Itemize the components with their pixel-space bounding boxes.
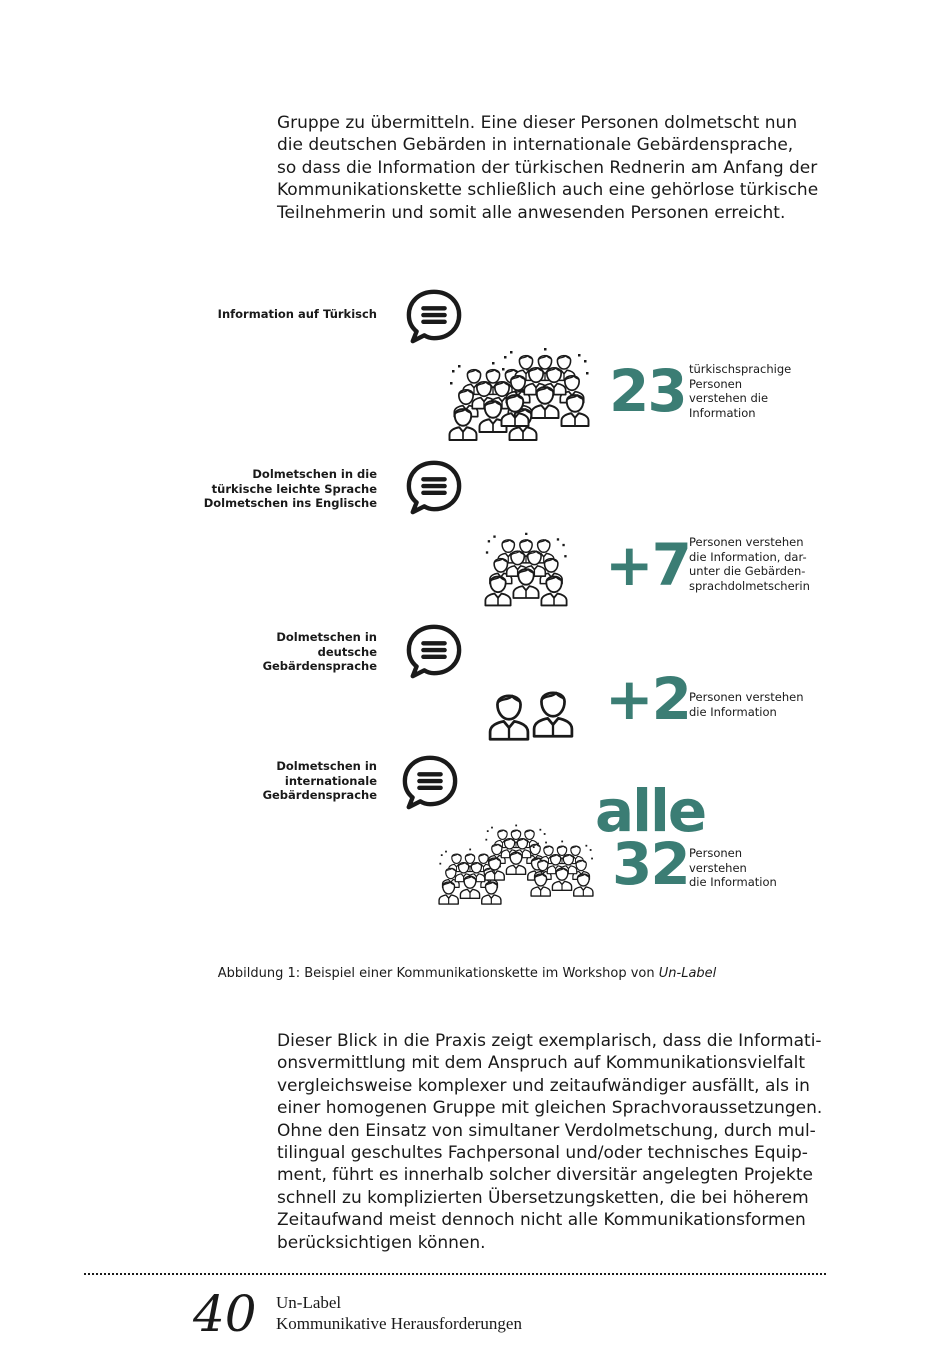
count-plus-2: +2 bbox=[605, 665, 690, 733]
people-group-icon bbox=[484, 530, 568, 610]
person-icon bbox=[488, 686, 530, 742]
text-line: ment, führt es innerhalb solcher diversitär angelegten Projekte bbox=[277, 1165, 813, 1186]
step-label-line: Dolmetschen in bbox=[276, 630, 377, 644]
desc-line: unter die Gebärden- bbox=[689, 564, 806, 579]
step-1-label bbox=[137, 307, 377, 322]
speech-bubble-icon bbox=[401, 753, 459, 811]
step-3-description bbox=[689, 690, 804, 719]
text-line: die deutschen Gebärden in internationale Gebärdensprache, bbox=[277, 135, 794, 156]
text-line: so dass die Information der türkischen Rednerin am Anfang der bbox=[277, 157, 818, 178]
step-label-line: türkische leichte Sprache bbox=[211, 481, 377, 496]
body-paragraph-bottom bbox=[277, 1030, 837, 1254]
step-label-line: Dolmetschen in bbox=[276, 759, 377, 773]
desc-line: sprachdolmetscherin bbox=[689, 578, 810, 593]
step-4-description bbox=[689, 846, 777, 890]
text-line: Dieser Blick in die Praxis zeigt exemplarisch, dass die Informati- bbox=[277, 1031, 822, 1051]
footer-title-line: Un-Label bbox=[276, 1293, 342, 1312]
count-plus-7: +7 bbox=[605, 531, 690, 599]
desc-line: verstehen die bbox=[689, 391, 769, 406]
desc-line: Information bbox=[689, 405, 756, 420]
text-line: Ohne den Einsatz von simultaner Verdolmetschung, durch mul- bbox=[277, 1120, 816, 1141]
text-line: berücksichtigen können. bbox=[277, 1232, 486, 1253]
step-1-description bbox=[689, 362, 791, 420]
footer-divider bbox=[84, 1273, 826, 1275]
speech-bubble-icon bbox=[405, 622, 463, 680]
speech-bubble-icon bbox=[405, 458, 463, 516]
step-label-line: Gebärdensprache bbox=[262, 659, 377, 674]
desc-line: die Information bbox=[689, 875, 777, 890]
count-23: 23 bbox=[609, 357, 686, 425]
text-line: Gruppe zu übermitteln. Eine dieser Personen dolmetscht nun bbox=[277, 113, 798, 133]
step-2-label bbox=[137, 467, 377, 511]
text-line: onsvermittlung mit dem Anspruch auf Kommunikationsvielfalt bbox=[277, 1053, 806, 1074]
step-label-line: Information auf Türkisch bbox=[217, 307, 377, 321]
caption-text: Abbildung 1: Beispiel einer Kommunikationskette im Workshop von bbox=[217, 966, 659, 981]
step-2-description bbox=[689, 535, 810, 593]
desc-line: Personen verstehen bbox=[689, 690, 804, 704]
step-label-line: Dolmetschen ins Englische bbox=[203, 496, 377, 511]
count-alle: alle bbox=[595, 777, 706, 845]
count-32: 32 bbox=[612, 830, 689, 898]
desc-line: verstehen bbox=[689, 860, 747, 875]
text-line: vergleichsweise komplexer und zeitaufwändiger ausfällt, als in bbox=[277, 1075, 810, 1096]
people-group-icon bbox=[448, 348, 590, 442]
running-footer bbox=[276, 1292, 522, 1334]
footer-title-line: Kommunikative Herausforderungen bbox=[276, 1314, 522, 1333]
text-line: Kommunikationskette schließlich auch eine gehörlose türkische bbox=[277, 180, 819, 201]
desc-line: die Information, dar- bbox=[689, 549, 807, 564]
step-label-line: Dolmetschen in die bbox=[252, 467, 377, 481]
figure-caption bbox=[0, 966, 934, 981]
desc-line: türkischsprachige bbox=[689, 362, 792, 376]
caption-italic-text: Un-Label bbox=[658, 966, 717, 981]
step-4-label bbox=[137, 759, 377, 803]
desc-line: Personen bbox=[689, 376, 743, 391]
desc-line: Personen verstehen bbox=[689, 535, 804, 549]
body-paragraph-top bbox=[277, 112, 837, 224]
step-label-line: internationale bbox=[284, 773, 377, 788]
text-line: Zeitaufwand meist dennoch nicht alle Kommunikationsformen bbox=[277, 1210, 806, 1231]
person-icon bbox=[532, 683, 574, 739]
desc-line: Personen bbox=[689, 846, 743, 860]
step-3-label bbox=[137, 630, 377, 674]
text-line: einer homogenen Gruppe mit gleichen Sprachvoraussetzungen. bbox=[277, 1098, 823, 1119]
text-line: Teilnehmerin und somit alle anwesenden Personen erreicht. bbox=[277, 202, 786, 223]
step-label-line: Gebärdensprache bbox=[262, 788, 377, 803]
speech-bubble-icon bbox=[405, 287, 463, 345]
desc-line: die Information bbox=[689, 704, 777, 719]
step-label-line: deutsche bbox=[317, 644, 377, 659]
people-group-icon bbox=[438, 820, 598, 912]
page-number: 40 bbox=[193, 1285, 257, 1343]
text-line: tilingual geschultes Fachpersonal und/oder technisches Equip- bbox=[277, 1143, 808, 1164]
text-line: schnell zu komplizierten Übersetzungsketten, die bei höherem bbox=[277, 1187, 809, 1208]
